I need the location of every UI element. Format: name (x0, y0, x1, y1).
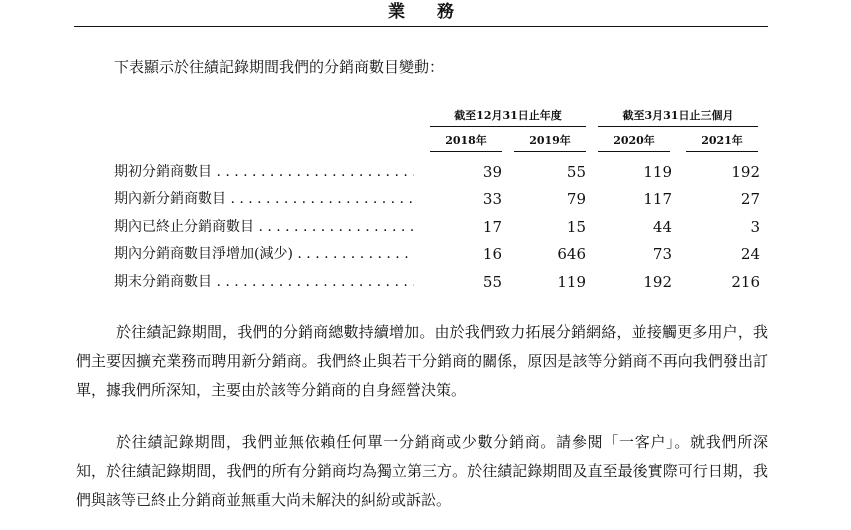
group-header-annual: 截至12月31日止年度 (430, 108, 586, 127)
table-row (114, 159, 774, 185)
cell-2021: 24 (740, 245, 760, 263)
cell-2018: 55 (482, 273, 502, 291)
cell-2021: 216 (731, 273, 760, 291)
column-header-2018: 2018年 (430, 133, 502, 152)
paragraph-distributor-growth: 於往績記錄期間，我們的分銷商總數持續增加。由於我們致力拓展分銷網絡，並接觸更多用户，我們主要因擴充業務而聘用新分銷商。我們終止與若干分銷商的關係，原因是該等分銷商不再向我們發出訂單，據我們所深知，主要由於該等分銷商的自身經營決策。 (76, 323, 768, 399)
column-header-2021: 2021年 (686, 133, 758, 152)
intro-text: 下表顯示於往績記錄期間我們的分銷商數目變動： (114, 58, 445, 76)
group-header-quarter: 截至3月31日止三個月 (598, 108, 758, 127)
table-row (114, 186, 774, 212)
cell-2020: 73 (652, 245, 672, 263)
row-label: 期內新分銷商數目 . . . (114, 186, 414, 212)
row-label: 期內已終止分銷商數目 . . . (114, 214, 414, 240)
cell-2021: 192 (731, 163, 760, 181)
cell-2021: 3 (750, 218, 760, 236)
cell-2019: 79 (566, 190, 586, 208)
page-title: 業務 (388, 2, 486, 22)
cell-2019: 55 (566, 163, 586, 181)
cell-2018: 16 (482, 245, 502, 263)
table-row (114, 214, 774, 240)
cell-2020: 119 (643, 163, 672, 181)
cell-2020: 192 (643, 273, 672, 291)
paragraph-distributor-dependence: 於往績記錄期間，我們並無依賴任何單一分銷商或少數分銷商。請參閱「一客户」。就我們所深知，於往績記錄期間，我們的所有分銷商均為獨立第三方。於往績記錄期間及直至最後實際可行日期，我們與該等已終止分銷商並無重大尚未解決的糾紛或訴訟。 (76, 433, 768, 509)
row-label: 期初分銷商數目 . . . (114, 159, 414, 185)
column-header-2020: 2020年 (598, 133, 670, 152)
column-header-2019: 2019年 (514, 133, 586, 152)
cell-2018: 39 (482, 163, 502, 181)
page-header (74, 0, 768, 27)
row-label: 期內分銷商數目淨增加(減少) . . . (114, 241, 414, 267)
cell-2019: 119 (557, 273, 586, 291)
table-row (114, 241, 774, 267)
cell-2019: 15 (566, 218, 586, 236)
cell-2019: 646 (557, 245, 586, 263)
row-label: 期末分銷商數目 . . . (114, 269, 414, 295)
table-row (114, 269, 774, 295)
cell-2018: 17 (482, 218, 502, 236)
cell-2018: 33 (482, 190, 502, 208)
cell-2020: 117 (643, 190, 672, 208)
cell-2020: 44 (652, 218, 672, 236)
cell-2021: 27 (740, 190, 760, 208)
